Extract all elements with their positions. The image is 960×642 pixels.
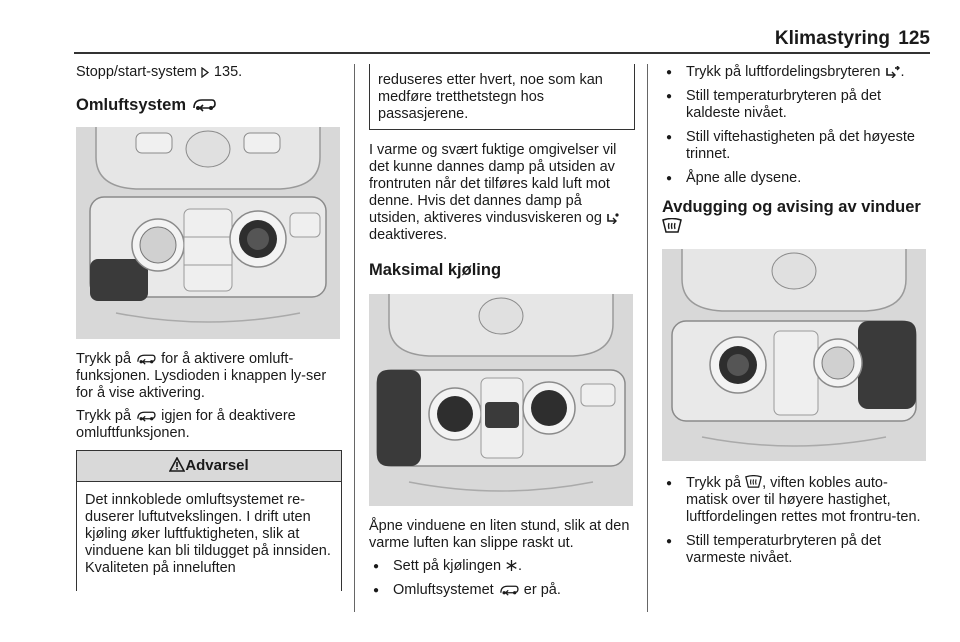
list-item-cooling-on: ● Sett på kjølingen .	[369, 558, 635, 575]
page-number: 125	[898, 28, 930, 49]
warning-box	[76, 450, 342, 591]
page-reference-arrow-icon	[201, 67, 210, 78]
photo-climate-panel-recirculation	[76, 127, 340, 339]
page-header-title: Klimastyring	[774, 28, 890, 49]
footwell-airflow-icon	[606, 212, 620, 224]
windscreen-defrost-icon	[745, 475, 762, 489]
paragraph-activate-recirculation: Trykk på for å aktivere omluft-funksjonen. Lysdioden i knappen ly-ser for å vise aktivering.	[76, 351, 327, 401]
windscreen-defrost-icon	[662, 218, 682, 234]
list-item-temperature-warmest: ● Still temperaturbryteren på det varmeste nivået.	[662, 533, 928, 567]
list-item-air-distribution: ● Trykk på luftfordelingsbryteren .	[662, 64, 928, 81]
warning-title: Advarsel	[185, 457, 249, 474]
column-2	[369, 64, 635, 606]
list-item-fan-highest: ● Still viftehastigheten på det høyeste trinnet.	[662, 129, 928, 163]
paragraph-open-windows: Åpne vinduene en liten stund, slik at den varme luften kan slippe raskt ut.	[369, 518, 630, 551]
warning-box-continued: reduseres etter hvert, noe som kan medføre tretthetstegn hos passasjerene.	[369, 64, 635, 130]
list-item-temperature-coldest: ● Still temperaturbryteren på det kaldeste nivået.	[662, 88, 928, 122]
list-item-press-defrost: ● Trykk på , viften kobles auto-matisk over til høyere hastighet, luftfordelingen rettes mot frontru-ten.	[662, 475, 928, 526]
column-1	[76, 64, 342, 591]
footwell-airflow-icon	[885, 66, 901, 78]
defog-steps	[662, 475, 928, 567]
photo-climate-panel-defrost	[662, 249, 926, 461]
recirculation-icon	[135, 409, 157, 422]
recirculation-icon	[135, 352, 157, 365]
intro-text: Stopp/start-system 135.	[76, 64, 243, 80]
max-cooling-steps	[369, 558, 635, 599]
section-heading-recirculation: Omluftsystem	[76, 95, 342, 115]
column-divider-2	[647, 64, 648, 612]
section-heading-max-cooling: Maksimal kjøling	[369, 261, 502, 279]
paragraph-humid-conditions: I varme og svært fuktige omgivelser vil det kunne dannes damp på utsiden av frontruten når det tilføres kald luft mot denne. Hvis det dannes damp på utsiden, aktiveres vindusviskeren og deaktiveres.	[369, 142, 635, 244]
photo-climate-panel-max-cooling	[369, 294, 633, 506]
section-heading-defog: Avdugging og avising av vinduer	[662, 197, 928, 237]
column-3	[662, 64, 928, 574]
header-rule	[74, 52, 930, 54]
list-item-open-vents: ● Åpne alle dysene.	[662, 170, 928, 187]
warning-triangle-icon	[169, 457, 185, 472]
column-divider-1	[354, 64, 355, 612]
max-cooling-steps-continued	[662, 64, 928, 187]
recirculation-icon	[191, 96, 217, 112]
recirculation-icon	[498, 583, 520, 596]
paragraph-deactivate-recirculation: Trykk på igjen for å deaktivere omluftfunksjonen.	[76, 408, 296, 441]
warning-header	[77, 451, 341, 482]
warning-text: Det innkoblede omluftsystemet re-duserer luftutvekslingen. I drift uten kjøling øker luftfuktigheten, slik at vinduene kan bli tildugget på innsiden. Kvaliteten på inneluften	[85, 492, 331, 576]
list-item-recirculation-on: ● Omluftsystemet er på.	[369, 582, 635, 599]
snowflake-cooling-icon	[505, 559, 518, 572]
